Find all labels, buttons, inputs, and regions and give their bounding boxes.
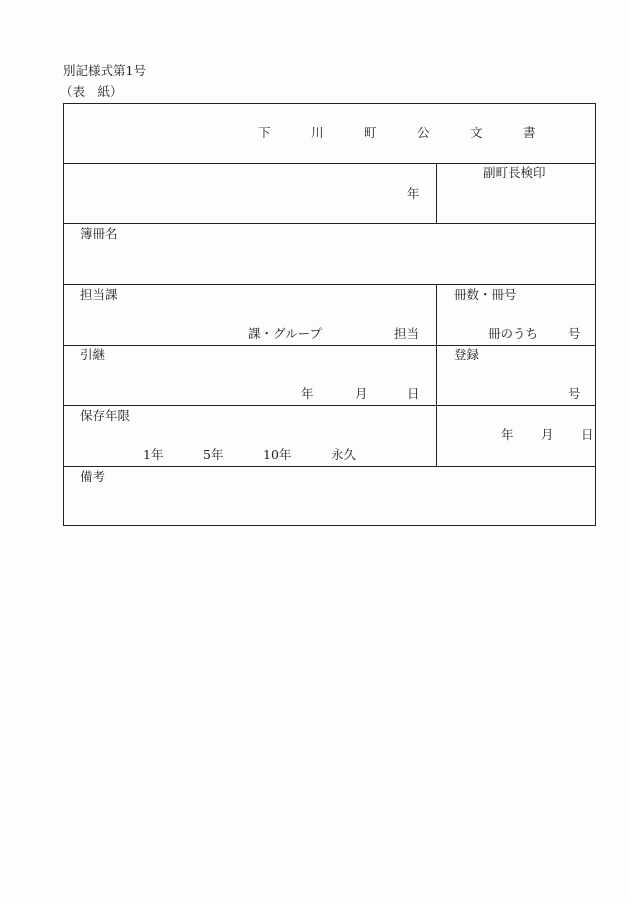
column-divider-lower <box>436 284 437 466</box>
form-kind: （表 紙） <box>60 84 123 99</box>
retention-option-1-year: 1年 <box>143 447 164 462</box>
approval-stamp-label: 副町長検印 <box>483 165 546 180</box>
volume-of-label: 冊のうち <box>488 326 539 341</box>
remarks-label: 備考 <box>80 469 106 484</box>
retention-date-year-label: 年 <box>501 427 514 442</box>
row-divider-transfer <box>63 405 596 406</box>
row-divider-title <box>63 163 596 164</box>
registration-number-suffix: 号 <box>568 386 581 401</box>
row-divider-department <box>63 345 596 346</box>
register-name-label: 簿冊名 <box>80 226 118 241</box>
transfer-day-label: 日 <box>407 386 420 401</box>
year-label: 年 <box>407 186 420 201</box>
registration-label: 登録 <box>454 347 480 362</box>
row-divider-register-name <box>63 284 596 285</box>
retention-option-10-year: 10年 <box>263 447 292 462</box>
department-label: 担当課 <box>80 287 118 302</box>
volume-number-suffix: 号 <box>568 326 581 341</box>
transfer-label: 引継 <box>80 347 106 362</box>
retention-option-permanent: 永久 <box>331 447 357 462</box>
row-divider-year <box>63 223 596 224</box>
retention-option-5-year: 5年 <box>203 447 224 462</box>
retention-date-day-label: 日 <box>581 427 594 442</box>
retention-period-label: 保存年限 <box>80 408 131 423</box>
row-divider-retention <box>63 466 596 467</box>
form-title: 下 川 町 公 文 書 <box>258 125 550 140</box>
transfer-year-label: 年 <box>301 386 314 401</box>
retention-date-month-label: 月 <box>541 427 554 442</box>
column-divider-year <box>436 163 437 223</box>
form-number: 別記様式第1号 <box>63 63 146 78</box>
transfer-month-label: 月 <box>355 386 368 401</box>
person-in-charge-label: 担当 <box>394 326 420 341</box>
volume-count-label: 冊数・冊号 <box>454 287 517 302</box>
department-unit-label: 課・グループ <box>248 326 323 341</box>
